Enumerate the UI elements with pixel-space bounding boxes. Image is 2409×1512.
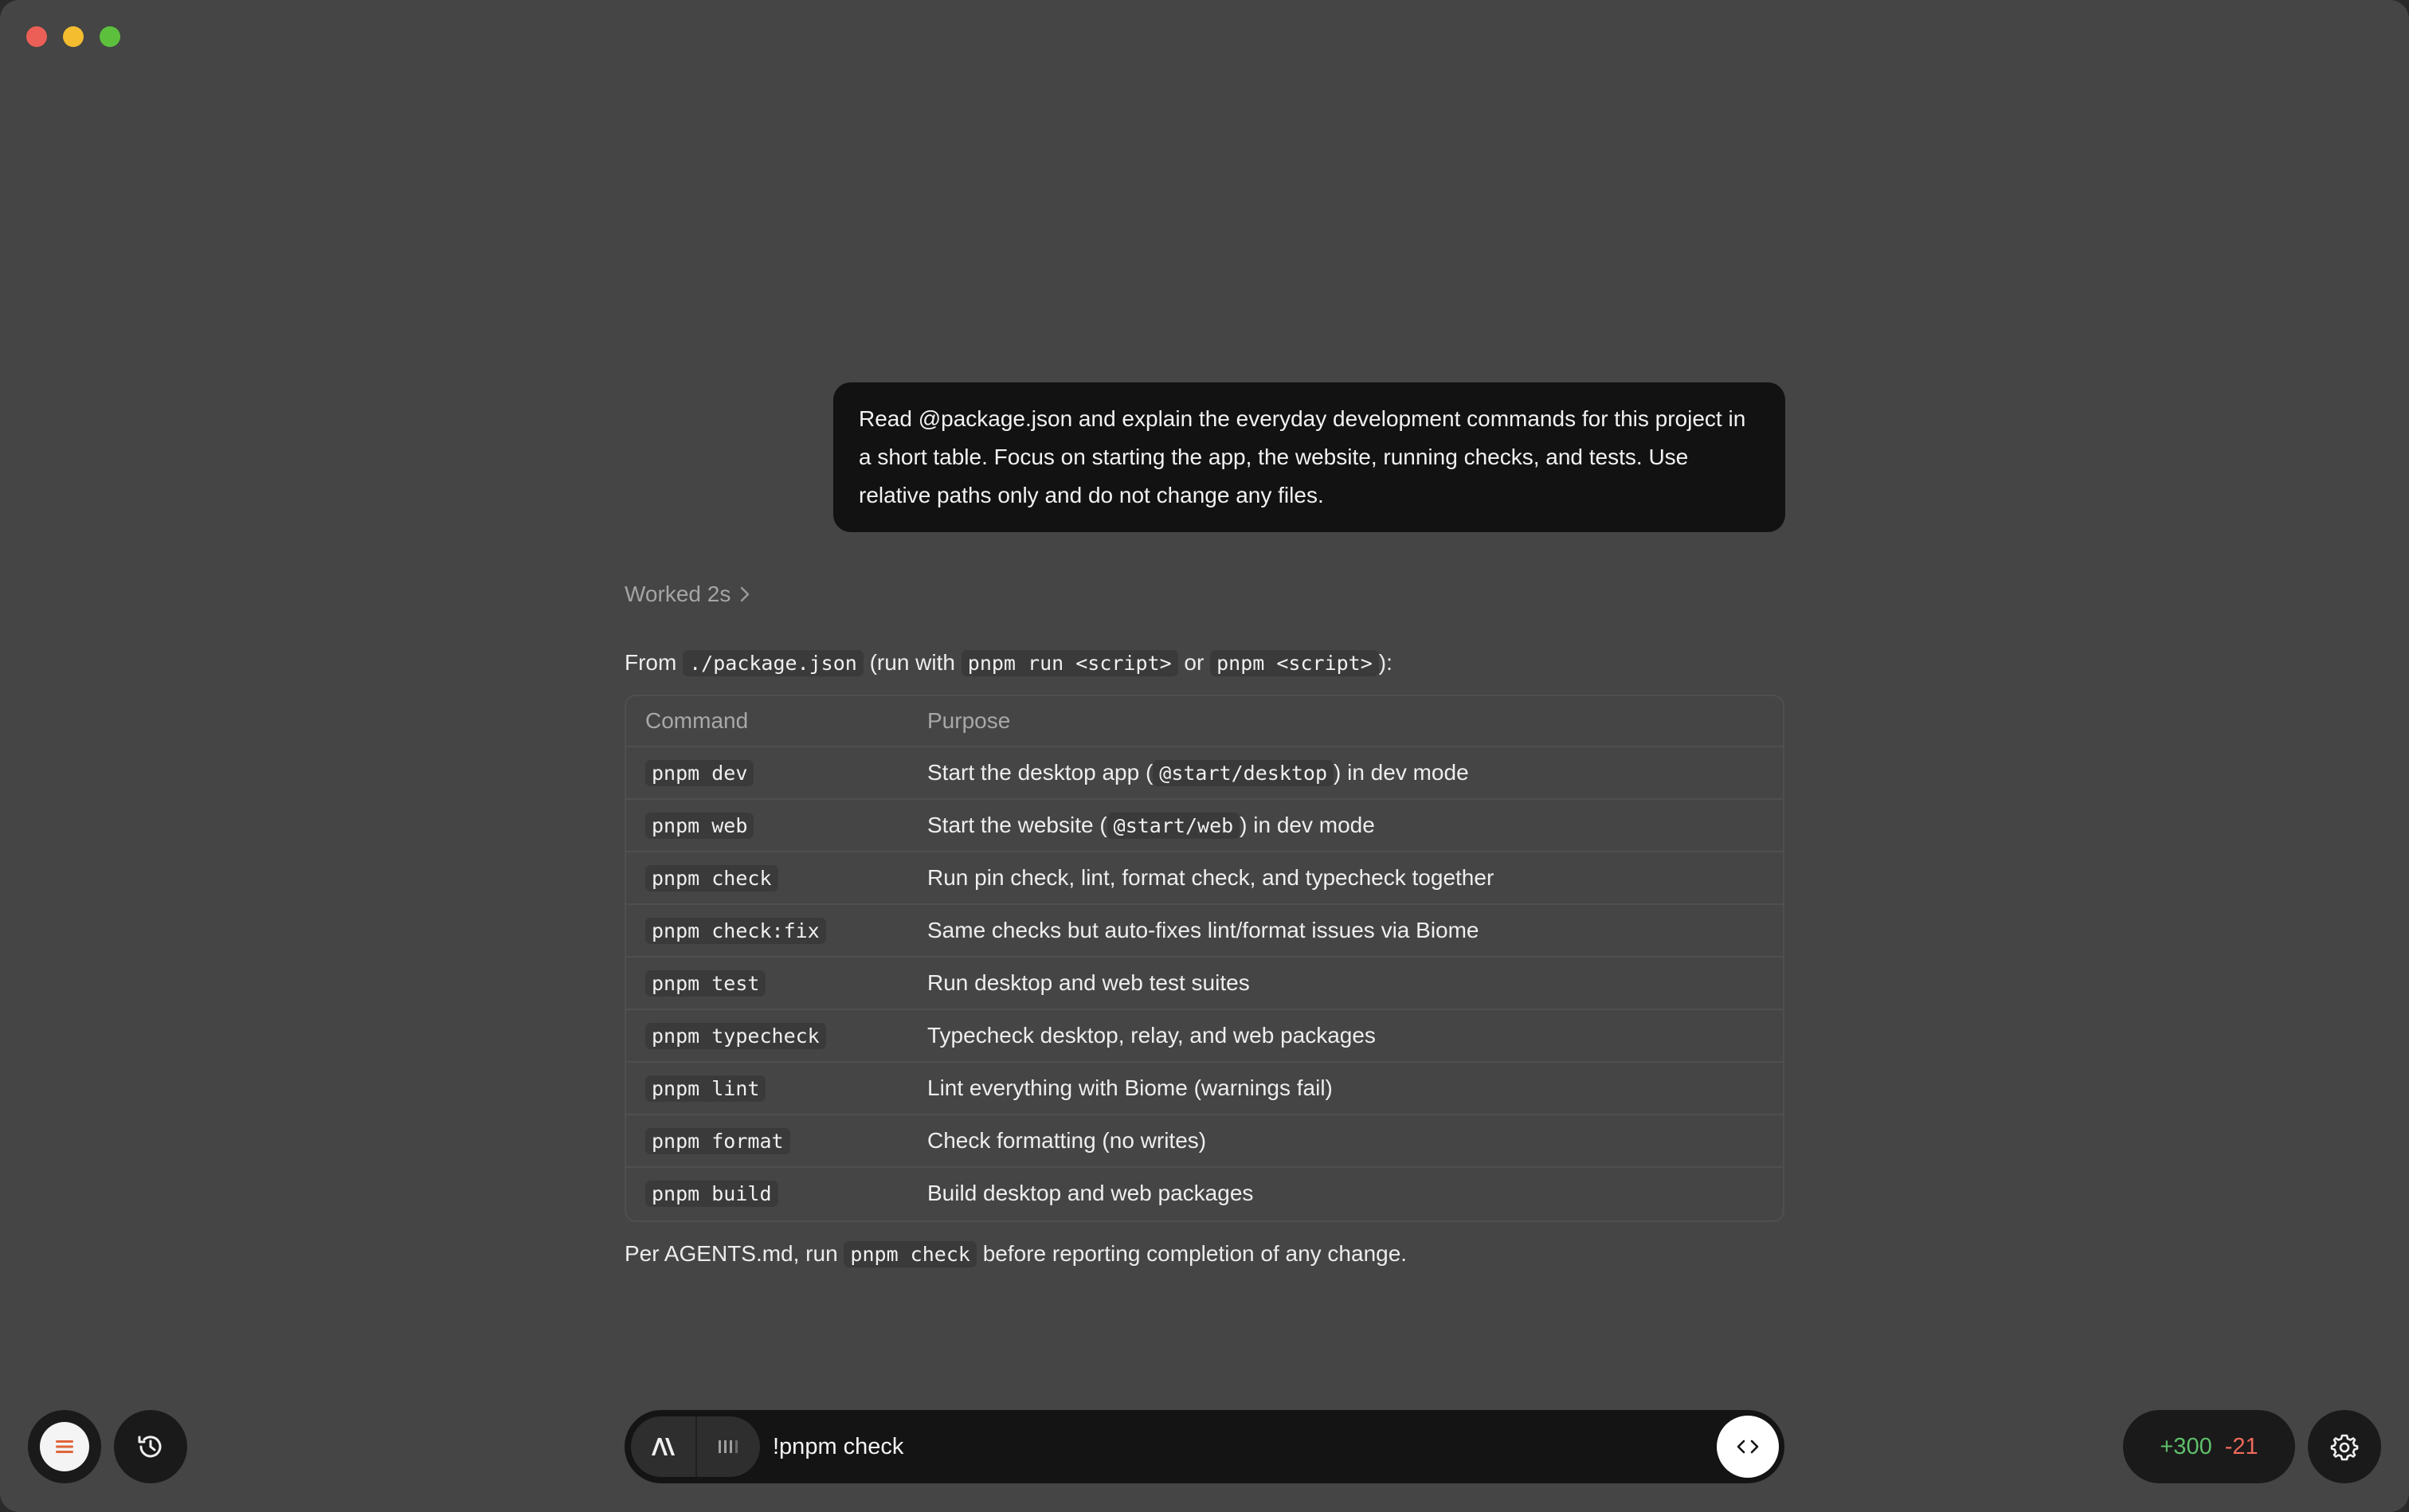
command-code: pnpm web — [645, 813, 754, 839]
mode-selector — [631, 1416, 760, 1477]
table-row — [626, 851, 1783, 903]
worked-toggle[interactable] — [625, 582, 751, 607]
command-cell — [626, 760, 927, 785]
lines-removed: -21 — [2224, 1433, 2258, 1459]
intro-text: ): — [1378, 650, 1393, 675]
command-cell — [626, 918, 927, 943]
purpose-cell: Typecheck desktop, relay, and web packages — [927, 1023, 1376, 1048]
inline-code: @start/desktop — [1153, 760, 1334, 786]
command-code: pnpm test — [645, 970, 766, 997]
command-cell — [626, 970, 927, 996]
history-icon — [135, 1431, 166, 1463]
settings-button[interactable] — [2308, 1410, 2381, 1483]
lines-added: +300 — [2160, 1433, 2212, 1459]
purpose-cell: Same checks but auto-fixes lint/format issues via Biome — [927, 918, 1479, 942]
command-code: pnpm check — [645, 865, 778, 891]
response-intro — [625, 645, 1393, 681]
table-row — [626, 1114, 1783, 1166]
table-row — [626, 746, 1783, 798]
diff-stats-button[interactable] — [2123, 1410, 2295, 1483]
history-button[interactable] — [114, 1410, 187, 1483]
inline-code: @start/web — [1107, 813, 1240, 839]
command-cell — [626, 813, 927, 838]
command-code: pnpm dev — [645, 760, 754, 786]
intro-text: or — [1184, 650, 1204, 675]
inline-code: pnpm check — [844, 1241, 977, 1267]
purpose-cell — [927, 760, 1783, 785]
table-row — [626, 1061, 1783, 1114]
table-row — [626, 903, 1783, 956]
code-view-button[interactable] — [1717, 1416, 1779, 1478]
response-footer-note — [625, 1236, 1407, 1272]
command-code: pnpm format — [645, 1128, 790, 1154]
command-code: pnpm lint — [645, 1075, 766, 1102]
close-window-button[interactable] — [26, 26, 47, 47]
inline-code: ./package.json — [683, 650, 864, 676]
table-header — [626, 696, 1783, 746]
purpose-text: ) in dev mode — [1240, 813, 1375, 837]
command-cell — [626, 1023, 927, 1048]
command-cell — [626, 1075, 927, 1101]
purpose-text: ) in dev mode — [1334, 760, 1469, 785]
intro-text: (run with — [869, 650, 955, 675]
command-cell — [626, 1128, 927, 1154]
purpose-cell: Build desktop and web packages — [927, 1181, 1254, 1205]
menu-button[interactable] — [28, 1410, 101, 1483]
command-cell — [626, 865, 927, 891]
note-text: before reporting completion of any change. — [982, 1241, 1408, 1266]
window-controls — [26, 26, 120, 47]
commands-table — [625, 695, 1784, 1222]
table-row — [626, 1166, 1783, 1219]
command-code: pnpm check:fix — [645, 918, 826, 944]
column-header-command: Command — [645, 708, 749, 733]
inline-code: pnpm run <script> — [962, 650, 1178, 676]
bars-mode-button[interactable] — [695, 1416, 760, 1477]
command-code: pnpm build — [645, 1181, 778, 1207]
worked-label: Worked 2s — [625, 582, 731, 606]
anthropic-mode-button[interactable] — [631, 1416, 695, 1477]
purpose-cell — [927, 813, 1783, 838]
maximize-window-button[interactable] — [100, 26, 120, 47]
menu-icon — [40, 1422, 89, 1471]
minimize-window-button[interactable] — [63, 26, 84, 47]
table-row — [626, 798, 1783, 851]
purpose-cell: Check formatting (no writes) — [927, 1128, 1207, 1153]
bars-icon — [717, 1437, 741, 1456]
purpose-text: Start the desktop app ( — [927, 760, 1154, 785]
table-row — [626, 956, 1783, 1009]
command-code: pnpm typecheck — [645, 1023, 826, 1049]
intro-text: From — [625, 650, 677, 675]
message-composer — [625, 1410, 1784, 1483]
command-cell — [626, 1181, 927, 1206]
chevron-right-icon — [738, 586, 751, 603]
anthropic-icon — [650, 1436, 677, 1457]
purpose-cell: Run desktop and web test suites — [927, 970, 1250, 995]
column-header-purpose: Purpose — [927, 708, 1011, 733]
user-message: Read @package.json and explain the everyday development commands for this project in a short table. Focus on starting the app, the website, running checks, and tests. Use relative paths only and do not change any files. — [833, 382, 1785, 532]
note-text: Per AGENTS.md, run — [625, 1241, 838, 1266]
purpose-cell: Lint everything with Biome (warnings fail) — [927, 1075, 1333, 1100]
gear-icon — [2329, 1432, 2360, 1462]
purpose-text: Start the website ( — [927, 813, 1107, 837]
inline-code: pnpm <script> — [1210, 650, 1379, 676]
purpose-cell: Run pin check, lint, format check, and typecheck together — [927, 865, 1494, 890]
prompt-input[interactable] — [773, 1423, 1717, 1471]
code-brackets-icon — [1736, 1437, 1760, 1456]
table-row — [626, 1009, 1783, 1061]
